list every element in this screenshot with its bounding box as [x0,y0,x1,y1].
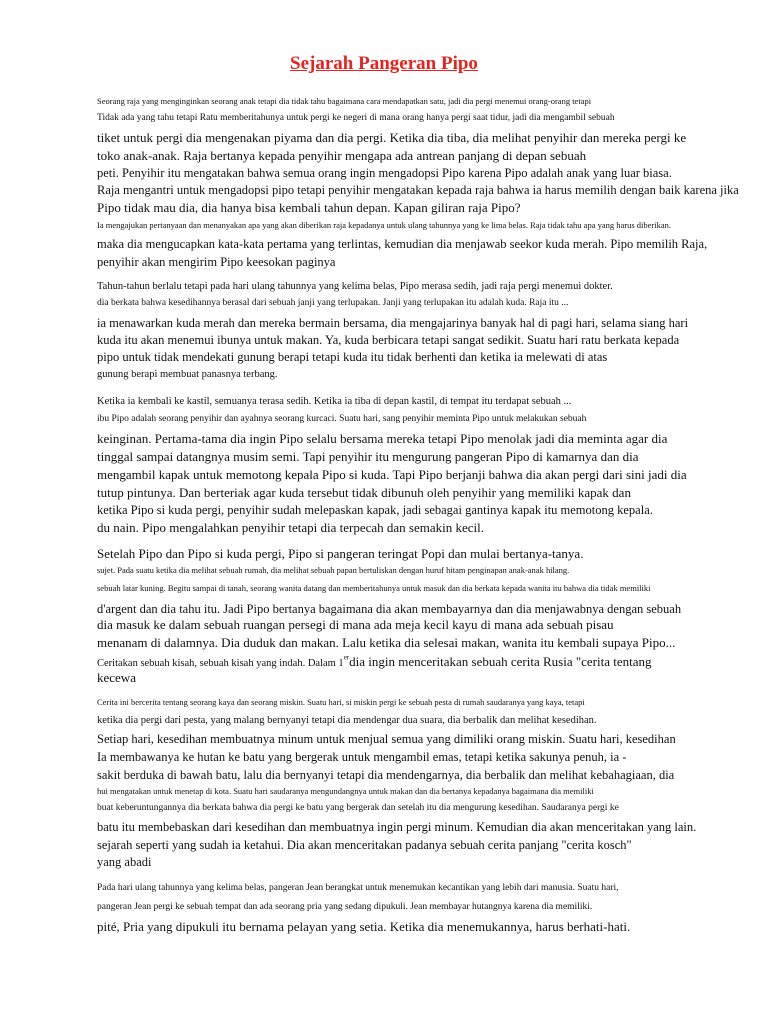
text-line: yang abadi [97,855,152,869]
text-line: Pipo tidak mau dia, dia hanya bisa kembali tahun depan. Kapan giliran raja Pipo? [97,200,521,215]
text-line: Setelah Pipo dan Pipo si kuda pergi, Pipo si pangeran teringat Popi dan mulai bertanya-tanya. [97,546,584,561]
text-line: dia masuk ke dalam sebuah ruangan persegi di mana ada meja kecil kayu di mana ada sebuah pisau [97,617,614,632]
superscript: er [343,653,350,662]
text-line: pipo untuk tidak mendekati gunung berapi tetapi kuda itu tidak berhenti dan ketika ia melewati di atas [97,350,608,364]
text-line: ketika dia pergi dari pesta, yang malang bernyanyi tetapi dia mendengar dua suara, dia berbalik dan melihat kesedihan. [97,715,597,726]
text-line: d'argent dan dia tahu itu. Jadi Pipo bertanya bagaimana dia akan membayarnya dan dia menjawabnya dengan sebuah [97,602,682,616]
text-segment: Ceritakan sebuah kisah, sebuah kisah yang indah. Dalam 1 [97,658,344,669]
text-line: penyihir akan mengirim Pipo keesokan paginya [97,255,336,269]
text-line: du nain. Pipo mengalahkan penyihir tetapi dia terpecah dan semakin kecil. [97,520,484,535]
text-line: pangeran Jean pergi ke sebuah tempat dan ada seorang pria yang sedang dipukuli. Jean membayar hutangnya karena dia memiliki. [97,902,593,912]
text-line: Pada hari ulang tahunnya yang kelima belas, pangeran Jean berangkat untuk menemukan kecantikan yang lebih dari manusia. Suatu hari, [97,883,619,893]
text-line: Cerita ini bercerita tentang seorang kaya dan seorang miskin. Suatu hari, si miskin pergi ke sebuah pesta di rumah saudaranya yang kaya, tetapi [97,697,585,707]
text-line: kecewa [97,670,136,685]
text-segment: dia ingin menceritakan sebuah cerita Rusia "cerita tentang [349,654,652,669]
text-line: Tahun-tahun berlalu tetapi pada hari ulang tahunnya yang kelima belas, Pipo merasa sedih, jadi raja pergi menemui dokter. [97,281,613,292]
text-line [97,654,652,670]
text-line: batu itu membebaskan dari kesedihan dan membuatnya ingin pergi minum. Kemudian dia akan menceritakan yang lain. [97,820,697,834]
text-line: peti. Penyihir itu mengatakan bahwa semua orang ingin mengadopsi Pipo karena Pipo adalah anak yang luar biasa. [97,166,672,180]
text-line: Ia mengajukan pertanyaan dan menanyakan apa yang akan diberikan raja kepadanya untuk ulang tahunnya yang ke lima belas. Raja tidak tahu apa yang harus diberikan. [97,220,671,230]
text-line: keinginan. Pertama-tama dia ingin Pipo selalu bersama mereka tetapi Pipo menolak jadi dia meminta agar dia [97,431,668,446]
text-line: Seorang raja yang menginginkan seorang anak tetapi dia tidak tahu bagaimana cara mendapatkan satu, jadi dia pergi menemui orang-orang tetapi [97,96,592,106]
text-line: tiket untuk pergi dia mengenakan piyama dan dia pergi. Ketika dia tiba, dia melihat penyihir dan mereka pergi ke [97,130,687,145]
text-line: sujet. Pada suatu ketika dia melihat sebuah rumah, dia melihat sebuah papan bertuliskan dengan huruf hitam penginapan anak-anak hilang. [97,565,570,575]
text-line: sebuah latar kuning. Begitu sampai di tanah, seorang wanita datang dan memberitahunya untuk masuk dan dia berkata kepada wanita itu bahwa dia tidak memiliki [97,583,651,593]
text-line: sejarah seperti yang sudah ia ketahui. Dia akan menceritakan padanya sebuah cerita panjang "cerita kosch" [97,838,632,852]
text-line: Ketika ia kembali ke kastil, semuanya terasa sedih. Ketika ia tiba di depan kastil, di tempat itu terdapat sebuah ... [97,396,572,407]
text-line: ia menawarkan kuda merah dan mereka bermain bersama, dia mengajarinya banyak hal di pagi hari, selama siang hari [97,316,689,330]
text-line: mengambil kapak untuk memotong kepala Pipo si kuda. Tapi Pipo berjanji bahwa dia akan pergi dari sini jadi dia [97,467,687,482]
document-title: Sejarah Pangeran Pipo [290,53,478,74]
text-line: ketika Pipo si kuda pergi, penyihir sudah melepaskan kapak, jadi sebagai gantinya kapak itu memotong kepala. [97,503,653,517]
text-line: ibu Pipo adalah seorang penyihir dan ayahnya seorang kurcaci. Suatu hari, sang penyihir meminta Pipo untuk melakukan sebuah [97,414,587,424]
text-line: Setiap hari, kesedihan membuatnya minum untuk menjual semua yang dimiliki orang miskin. Suatu hari, kesedihan [97,732,676,746]
text-line: sakit berduka di bawah batu, lalu dia bernyanyi tetapi dia mendengarnya, dia berbalik dan melihat kebahagiaan, dia [97,768,675,782]
text-line: Ia membawanya ke hutan ke batu yang bergerak untuk mengambil emas, tetapi ketika sakunya penuh, ia - [97,750,627,764]
text-line: gunung berapi membuat panasnya terbang. [97,369,278,380]
text-line: tinggal sampai datangnya musim semi. Tapi penyihir itu mengurung pangeran Pipo di kamarnya dan dia [97,449,639,464]
text-line: tutup pintunya. Dan berteriak agar kuda tersebut tidak dibunuh oleh penyihir yang memiliki kapak dan [97,485,631,500]
text-line: dia berkata bahwa kesedihannya berasal dari sebuah janji yang terlupakan. Janji yang terlupakan itu adalah kuda. Raja itu ... [97,298,569,308]
text-line: hui mengatakan untuk menetap di kota. Suatu hari saudaranya mengundangnya untuk makan dan dia bertanya kepadanya bagaimana dia memiliki [97,786,594,796]
text-line: kuda itu akan menemui ibunya untuk makan. Ya, kuda berbicara tetapi sangat sedikit. Suatu hari ratu berkata kepada [97,333,680,347]
text-line: Raja mengantri untuk mengadopsi pipo tetapi penyihir mengatakan kepada raja bahwa ia harus memilih dengan baik karena jika [97,183,739,197]
text-line: maka dia mengucapkan kata-kata pertama yang terlintas, kemudian dia menjawab seekor kuda merah. Pipo memilih Raja, [97,237,708,251]
text-line: pité, Pria yang dipukuli itu bernama pelayan yang setia. Ketika dia menemukannya, harus berhati-hati. [97,919,631,934]
text-line: Tidak ada yang tahu tetapi Ratu memberitahunya untuk pergi ke negeri di mana orang hanya pergi saat tidur, jadi dia mengambil sebuah [97,113,615,123]
text-line: buat keberuntungannya dia berkata bahwa dia pergi ke batu yang bergerak dan setelah itu dia mengurung kesedihan. Saudaranya pergi ke [97,803,619,813]
text-line: menanam di dalamnya. Dia duduk dan makan. Lalu ketika dia selesai makan, wanita itu kembali supaya Pipo... [97,635,676,650]
text-line: toko anak-anak. Raja bertanya kepada penyihir mengapa ada antrean panjang di depan sebuah [97,148,587,163]
